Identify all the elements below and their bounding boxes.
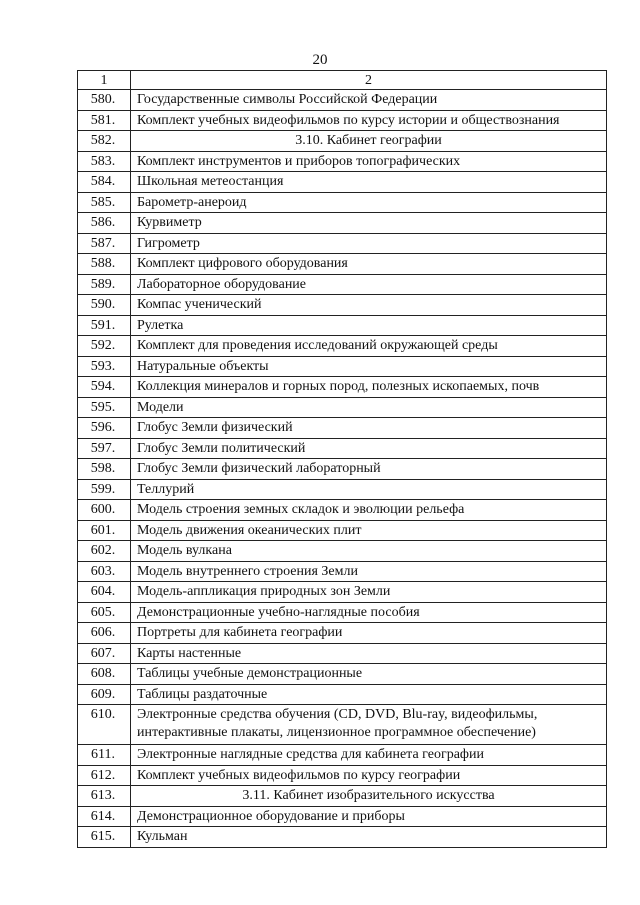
- table-row: [78, 705, 607, 745]
- item-name: Модель движения океанических плит: [131, 520, 607, 541]
- item-name: Демонстрационные учебно-наглядные пособия: [131, 602, 607, 623]
- item-name: Курвиметр: [131, 213, 607, 234]
- table-row: [78, 274, 607, 295]
- item-name: Барометр-анероид: [131, 192, 607, 213]
- item-name: Модель внутреннего строения Земли: [131, 561, 607, 582]
- page-number: 20: [312, 52, 328, 68]
- table-row: [78, 315, 607, 336]
- row-number: 585.: [78, 192, 131, 213]
- row-number: 596.: [78, 418, 131, 439]
- row-number: 614.: [78, 806, 131, 827]
- row-number: 586.: [78, 213, 131, 234]
- item-name: Школьная метеостанция: [131, 172, 607, 193]
- row-number: 584.: [78, 172, 131, 193]
- table-row: [78, 806, 607, 827]
- item-name: Демонстрационное оборудование и приборы: [131, 806, 607, 827]
- row-number: 615.: [78, 827, 131, 848]
- row-number: 610.: [78, 705, 131, 745]
- table-row: [78, 418, 607, 439]
- item-name: Комплект для проведения исследований окружающей среды: [131, 336, 607, 357]
- section-heading-row: [78, 131, 607, 152]
- row-number: 608.: [78, 664, 131, 685]
- table-row: [78, 90, 607, 111]
- row-number: 593.: [78, 356, 131, 377]
- row-number: 580.: [78, 90, 131, 111]
- table-row: [78, 213, 607, 234]
- table-row: [78, 745, 607, 766]
- section-heading-row: [78, 786, 607, 807]
- item-name: Электронные средства обучения (CD, DVD, Blu-ray, видеофильмы, интерактивные плакаты, лицензионное программное обеспечение): [131, 705, 607, 745]
- item-name: Коллекция минералов и горных пород, полезных ископаемых, почв: [131, 377, 607, 398]
- table-row: [78, 172, 607, 193]
- item-name: Комплект учебных видеофильмов по курсу географии: [131, 765, 607, 786]
- row-number: 597.: [78, 438, 131, 459]
- table-row: [78, 765, 607, 786]
- item-name: Карты настенные: [131, 643, 607, 664]
- table-row: [78, 233, 607, 254]
- table-row: [78, 295, 607, 316]
- row-number: 612.: [78, 765, 131, 786]
- table-row: [78, 356, 607, 377]
- item-name: Комплект инструментов и приборов топографических: [131, 151, 607, 172]
- table-row: [78, 254, 607, 275]
- section-title: 3.11. Кабинет изобразительного искусства: [131, 786, 607, 807]
- item-name: Теллурий: [131, 479, 607, 500]
- table-row: [78, 479, 607, 500]
- section-title: 3.10. Кабинет географии: [131, 131, 607, 152]
- row-number: 599.: [78, 479, 131, 500]
- item-name: Модель вулкана: [131, 541, 607, 562]
- header-cell-number: 1: [78, 71, 131, 90]
- row-number: 603.: [78, 561, 131, 582]
- item-name: Таблицы раздаточные: [131, 684, 607, 705]
- row-number: 582.: [78, 131, 131, 152]
- row-number: 604.: [78, 582, 131, 603]
- row-number: 611.: [78, 745, 131, 766]
- table-row: [78, 643, 607, 664]
- item-name: Глобус Земли политический: [131, 438, 607, 459]
- table-row: [78, 192, 607, 213]
- table-row: [78, 520, 607, 541]
- table-row: [78, 664, 607, 685]
- row-number: 601.: [78, 520, 131, 541]
- item-name: Комплект цифрового оборудования: [131, 254, 607, 275]
- row-number: 581.: [78, 110, 131, 131]
- item-name: Лабораторное оборудование: [131, 274, 607, 295]
- item-name: Комплект учебных видеофильмов по курсу истории и обществознания: [131, 110, 607, 131]
- item-name: Государственные символы Российской Федерации: [131, 90, 607, 111]
- row-number: 605.: [78, 602, 131, 623]
- row-number: 607.: [78, 643, 131, 664]
- table-row: [78, 500, 607, 521]
- table-row: [78, 602, 607, 623]
- item-name: Рулетка: [131, 315, 607, 336]
- row-number: 588.: [78, 254, 131, 275]
- row-number: 594.: [78, 377, 131, 398]
- table-row: [78, 561, 607, 582]
- equipment-table: [77, 70, 607, 848]
- table-row: [78, 582, 607, 603]
- row-number: 589.: [78, 274, 131, 295]
- row-number: 613.: [78, 786, 131, 807]
- item-name: Модель-аппликация природных зон Земли: [131, 582, 607, 603]
- table-row: [78, 151, 607, 172]
- table-row: [78, 336, 607, 357]
- table-row: [78, 827, 607, 848]
- item-name: Компас ученический: [131, 295, 607, 316]
- row-number: 595.: [78, 397, 131, 418]
- row-number: 587.: [78, 233, 131, 254]
- row-number: 592.: [78, 336, 131, 357]
- row-number: 600.: [78, 500, 131, 521]
- table-row: [78, 397, 607, 418]
- item-name: Таблицы учебные демонстрационные: [131, 664, 607, 685]
- item-name: Кульман: [131, 827, 607, 848]
- table-row: [78, 684, 607, 705]
- item-name: Натуральные объекты: [131, 356, 607, 377]
- row-number: 602.: [78, 541, 131, 562]
- item-name: Глобус Земли физический: [131, 418, 607, 439]
- table-row: [78, 438, 607, 459]
- item-name: Модели: [131, 397, 607, 418]
- row-number: 590.: [78, 295, 131, 316]
- row-number: 609.: [78, 684, 131, 705]
- header-cell-name: 2: [131, 71, 607, 90]
- table-header-row: [78, 71, 607, 90]
- item-name: Гигрометр: [131, 233, 607, 254]
- item-name: Модель строения земных складок и эволюции рельефа: [131, 500, 607, 521]
- row-number: 606.: [78, 623, 131, 644]
- row-number: 591.: [78, 315, 131, 336]
- row-number: 598.: [78, 459, 131, 480]
- table-row: [78, 459, 607, 480]
- item-name: Глобус Земли физический лабораторный: [131, 459, 607, 480]
- item-name: Электронные наглядные средства для кабинета географии: [131, 745, 607, 766]
- row-number: 583.: [78, 151, 131, 172]
- table-row: [78, 110, 607, 131]
- table-row: [78, 541, 607, 562]
- item-name: Портреты для кабинета географии: [131, 623, 607, 644]
- table-body: [78, 71, 607, 848]
- table-row: [78, 623, 607, 644]
- table-row: [78, 377, 607, 398]
